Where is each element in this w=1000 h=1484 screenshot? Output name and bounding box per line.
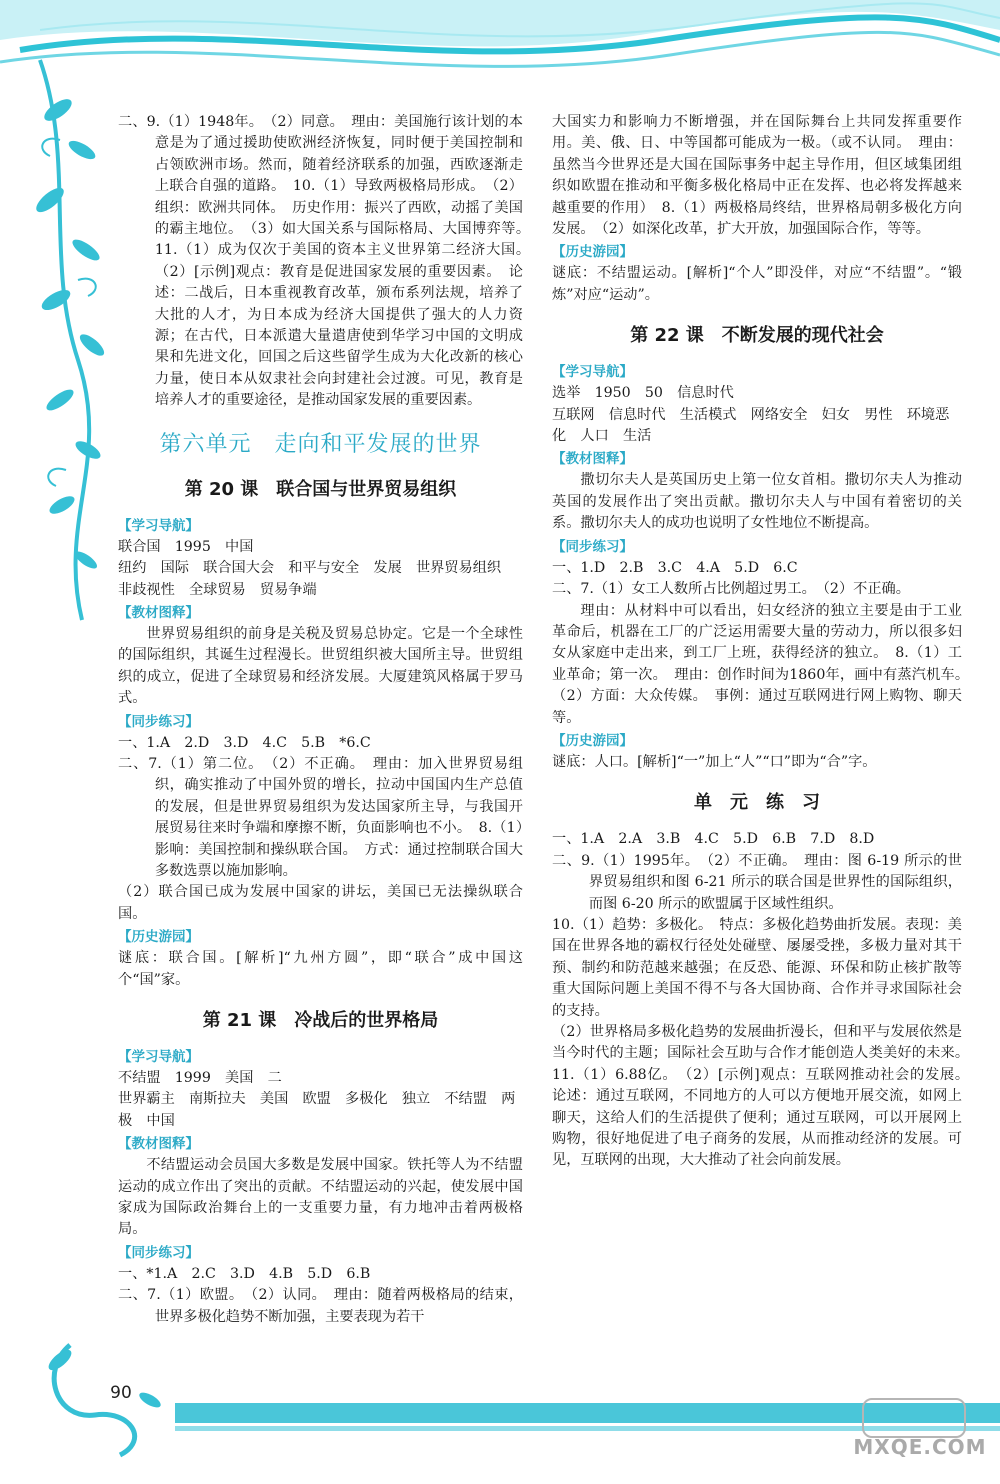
tag-practice: 【同步练习】: [552, 538, 633, 555]
tag-study-guide: 【学习导航】: [118, 1049, 199, 1065]
lesson-20: [118, 476, 523, 991]
tag-textbook-figure: 【教材图释】: [118, 604, 199, 621]
essay-answers: （2）世界格局多极化趋势的发展曲折漫长，但和平与发展依然是当今时代的主题；国际社会互助与合作才能创造人类美好的未来。 11.（1）6.88亿。 （2）[示例]观点：互联网推动社会的发展。 论述：通过互联网，不同地方的人可以方便地开展交流，如网上聊天，这给人们的生活提供了便利；通过互联网，可以开展网上购物，很好地促进了电子商务的发展，从而推动经济的发展。可见，互联网的出现，大大推动了社会向前发展。: [552, 1024, 977, 1169]
figure-explanation: 不结盟运动会员国大多数是发展中国家。铁托等人为不结盟运动的成立作出了突出的贡献。不结盟运动的兴起，使发展中国家成为国际政治舞台上的一支重要力量，有力地冲击着两极格局。: [118, 1157, 523, 1238]
lesson-21-continued: 大国实力和影响力不断增强，并在国际舞台上共同发挥重要作用。美、俄、日、中等国都可能成为一极。（或不认同。 理由：虽然当今世界还是大国在国际事务中起主导作用，但区域集团组织如欧盟在推动和平衡多极化格局中正在发挥、也必将发挥越来越重要的作用） 8.（1）两极格局终结，世界格局朝多极化方向发展。 （2）如深化改革，扩大开放，加强国际合作，等等。: [552, 114, 962, 238]
choice-answers: 一、1.D 2.B 3.C 4.A 5.D 6.C: [552, 559, 798, 576]
essay-answers: 二、7.（1）第二位。 （2）不正确。 理由：加入世界贸易组织，确实推动了中国外贸的增长，拉动中国国内生产总值的发展，但是世界贸易组织为发达国家所主导，与我国开展贸易往来时争端和摩擦不断，负面影响也不小。 8.（1）影响：美国控制和操纵联合国。 方式：通过控制联合国大多数选票以施加影响。: [118, 755, 523, 879]
riddle-answer: 谜底：人口。[解析]“一”加上“人”“口”即为“合”字。: [552, 753, 877, 770]
right-column: [552, 112, 977, 1172]
riddle-answer: 谜底：不结盟运动。[解析]“个人”即没伴，对应“不结盟”。“锻炼”对应“运动”。: [552, 265, 962, 303]
guide-line: 选举 1950 50 信息时代: [552, 385, 734, 402]
unit-practice: [552, 789, 977, 1172]
guide-line: 联合国 1995 中国: [118, 538, 254, 555]
choice-answers: 一、1.A 2.A 3.B 4.C 5.D 6.B 7.D 8.D: [552, 831, 875, 848]
guide-line: 互联网 信息时代 生活模式 网络安全 妇女 男性 环境恶化 人口 生活: [552, 406, 950, 445]
riddle-answer: 谜底：联合国。[解析]“九州方圆”，即“联合”成中国这个“国”家。: [118, 950, 523, 988]
left-column: [118, 112, 538, 1328]
essay-answers: 二、7.（1）女工人数所占比例超过男工。 （2）不正确。: [552, 581, 910, 598]
lesson-20-title: 第 20 课 联合国与世界贸易组织: [184, 478, 457, 500]
choice-answers: 一、*1.A 2.C 3.D 4.B 5.D 6.B: [118, 1265, 371, 1282]
guide-line: 不结盟 1999 美国 二: [118, 1070, 282, 1086]
vine-ornament: [32, 60, 107, 620]
choice-answers: 一、1.A 2.D 3.D 4.C 5.B *6.C: [118, 734, 371, 751]
unit5-answers-block: 二、9.（1）1948年。 （2）同意。 理由：美国施行该计划的本意是为了通过援助使欧洲经济恢复，同时便于美国控制和占领欧洲市场。然而，随着经济联系的加强，西欧逐渐走上联合自强的道路。 10.（1）导致两极格局形成。 （2）组织：欧洲共同体。 历史作用：振兴了西欧，动摇了美国的霸主地位。 （3）如大国关系与国际格局、大国博弈等。 11.（1）成为仅次于美国的资本主义世界第二经济大国。 （2）[示例]观点：教育是促进国家发展的重要因素。 论述：二战后，日本重视教育改革，颁布系列法规，培养了大批的人才，为日本成为经济大国提供了强大的人力资源；在古代，日本派遣大量遣唐使到华学习中国的文明成果和先进文化，回国之后这些留学生成为大化改新的核心力量，使日本从奴隶社会向封建社会过渡。可见，教育是培养人才的重要途径，是推动国家发展的重要因素。: [118, 114, 538, 409]
essay-answers: 10.（1）趋势：多极化。 特点：多极化趋势曲折发展。表现：美国在世界各地的霸权行径处处碰壁、屡屡受挫，多极力量对其干预、制约和防范越来越强；在反恐、能源、环保和防止核扩散等重大国际问题上美国不得不与各大国协商、合作并寻求国际社会的支持。: [552, 916, 962, 1019]
unit-practice-title: 单 元 练 习: [694, 792, 820, 814]
lesson-21-title: 第 21 课 冷战后的世界格局: [202, 1010, 439, 1031]
unit-title: 第六单元 走向和平发展的世界: [159, 431, 482, 457]
lesson-22: [552, 322, 977, 773]
essay-answers: （2）联合国已成为发展中国家的讲坛，美国已无法操纵联合国。: [118, 884, 523, 922]
watermark-logo: [862, 1398, 966, 1438]
tag-history-garden: 【历史游园】: [552, 732, 633, 749]
tag-history-garden: 【历史游园】: [552, 244, 633, 261]
essay-answers: 二、9.（1）1995年。 （2）不正确。 理由：图 6-19 所示的世界贸易组织和图 6-21 所示的联合国是世界性的国际组织，而图 6-20 所示的欧盟属于区域性组织。: [552, 852, 962, 912]
tag-study-guide: 【学习导航】: [118, 517, 199, 534]
lesson-21: [118, 1007, 523, 1328]
lesson-22-title: 第 22 课 不断发展的现代社会: [630, 325, 884, 347]
essay-answers: 二、7.（1）欧盟。 （2）认同。 理由：随着两极格局的结束，世界多极化趋势不断加强，主要表现为若干: [118, 1287, 523, 1325]
page-number: 90: [110, 1383, 132, 1403]
top-wave-ribbon: [0, 0, 1000, 66]
figure-explanation: 世界贸易组织的前身是关税及贸易总协定。它是一个全球性的国际组织，其诞生过程漫长。世贸组织被大国所主导。世贸组织的成立，促进了全球贸易和经济发展。大厦建筑风格属于罗马式。: [118, 625, 523, 707]
tag-textbook-figure: 【教材图释】: [552, 451, 633, 468]
tag-textbook-figure: 【教材图释】: [118, 1136, 199, 1153]
tag-history-garden: 【历史游园】: [118, 929, 199, 946]
guide-line: 纽约 国际 联合国大会 和平与安全 发展 世界贸易组织 非歧视性 全球贸易 贸易争端: [118, 560, 516, 598]
figure-explanation: 撒切尔夫人是英国历史上第一位女首相。撒切尔夫人为推动英国的发展作出了突出贡献。撒切尔夫人与中国有着密切的关系。撒切尔夫人的成功也说明了女性地位不断提高。: [552, 472, 962, 532]
watermark-text: MXQE.COM: [853, 1435, 987, 1459]
tag-practice: 【同步练习】: [118, 713, 199, 730]
essay-answers: 理由：从材料中可以看出，妇女经济的独立主要是由于工业革命后，机器在工厂的广泛运用需要大量的劳动力，所以很多妇女从家庭中走出来，到工厂上班，获得经济的独立。 8.（1）工业革命；第一次。 理由：创作时间为1860年，画中有蒸汽机车。 （2）方面：大众传媒。 事例：通过互联网进行网上购物、聊天等。: [552, 602, 977, 726]
guide-line: 世界霸主 南斯拉夫 美国 欧盟 多极化 独立 不结盟 两极 中国: [118, 1091, 516, 1129]
tag-study-guide: 【学习导航】: [552, 364, 633, 381]
tag-practice: 【同步练习】: [118, 1244, 199, 1261]
